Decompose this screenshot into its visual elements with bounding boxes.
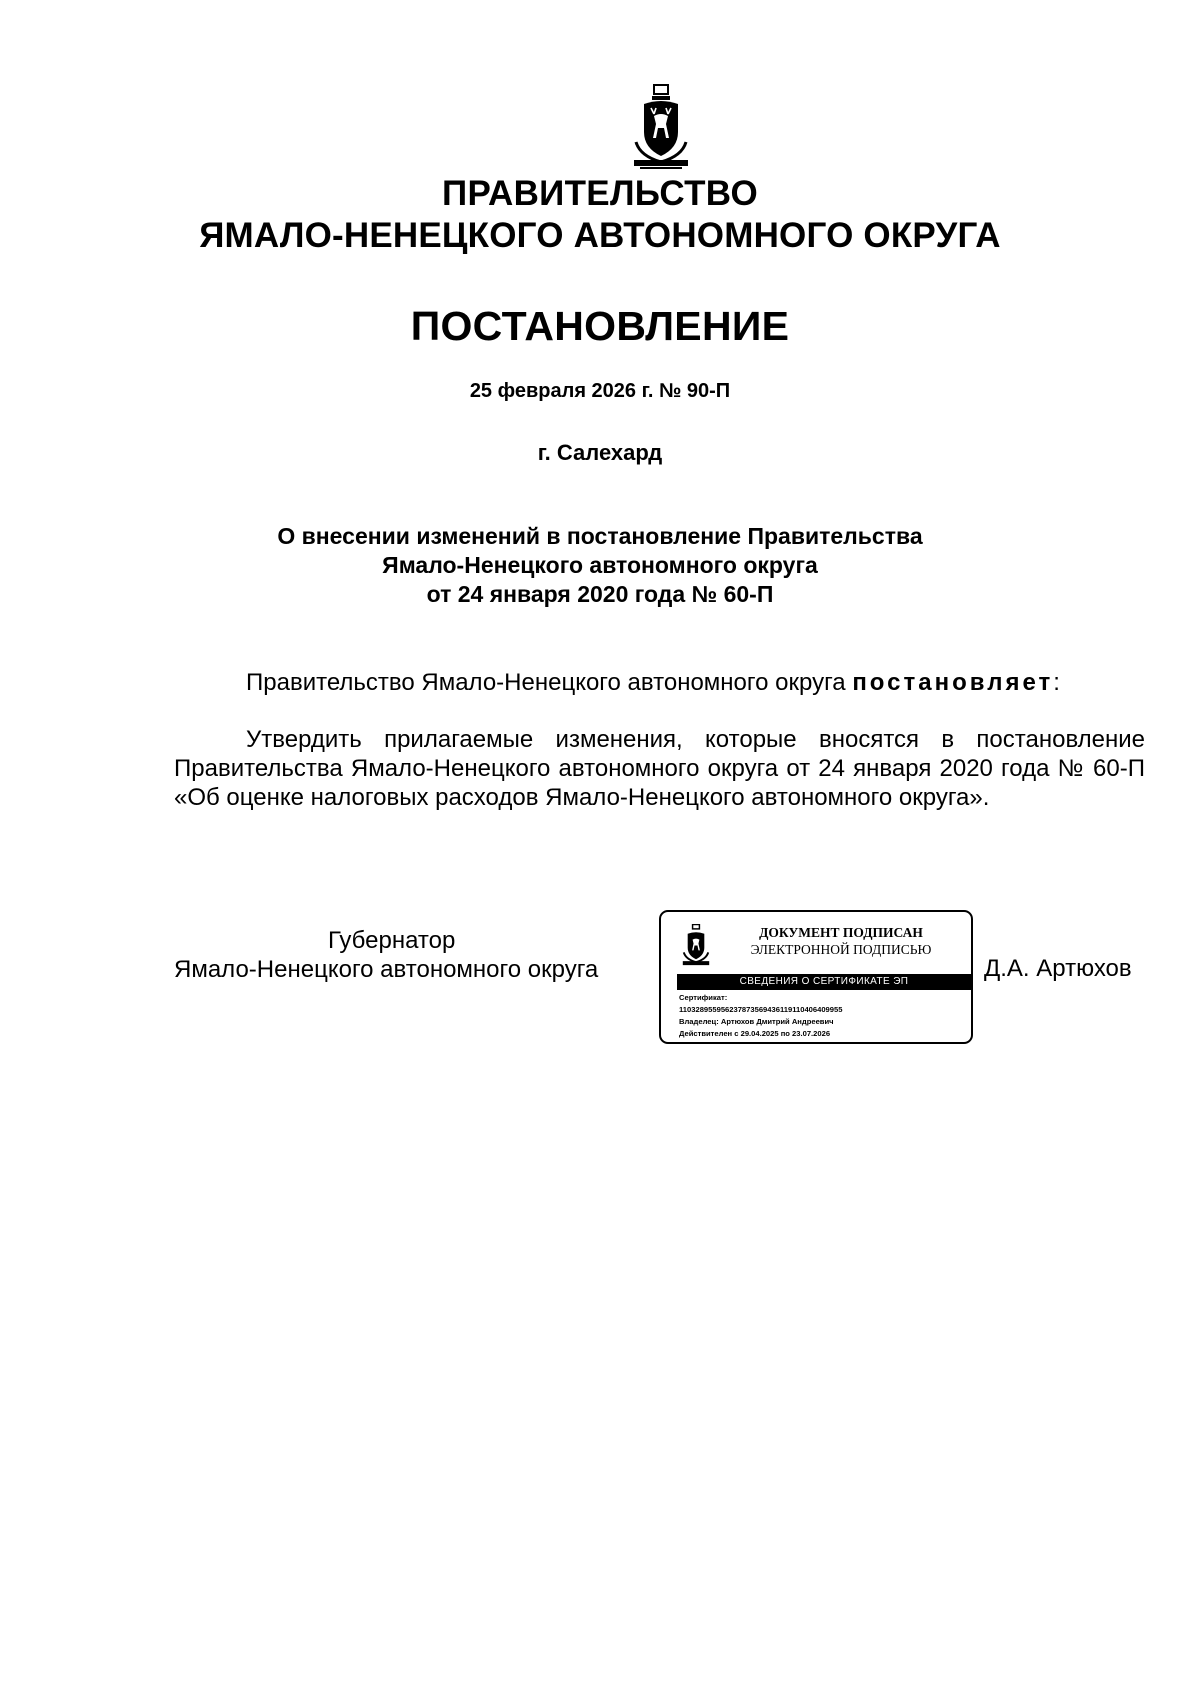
stamp-owner: Владелец: Артюхов Дмитрий Андреевич: [679, 1017, 834, 1026]
document-title: [0, 522, 1200, 609]
signatory-position-line1: Губернатор: [328, 927, 456, 954]
coat-of-arms-icon: [632, 84, 690, 174]
document-date-number: 25 февраля 2026 г. № 90-П: [469, 380, 731, 402]
stamp-emblem-icon: [681, 924, 711, 968]
stamp-title-line1: ДОКУМЕНТ ПОДПИСАН: [759, 925, 923, 940]
title-line1: О внесении изменений в постановление Правительства: [277, 523, 923, 549]
title-line3: от 24 января 2020 года № 60-П: [426, 581, 774, 607]
stamp-title-line2: ЭЛЕКТРОННОЙ ПОДПИСЬЮ: [750, 942, 932, 957]
stamp-validity: Действителен с 29.04.2025 по 23.07.2026: [679, 1029, 831, 1038]
government-name-line1: ПРАВИТЕЛЬСТВО: [441, 174, 758, 213]
paragraph-approve: Утвердить прилагаемые изменения, которые вносятся в постановление Правительства Ямало-Ненецкого автономного округа от 24 января 2020 года № 60-П «Об оценке налоговых расходов Ямало-Ненецкого автономного округа».: [174, 726, 1145, 811]
stamp-cert-number: 110328955956237873569436119110406409955: [679, 1005, 843, 1014]
signatory-position-line2: Ямало-Ненецкого автономного округа: [174, 956, 599, 983]
resolves-keyword: постановляет: [852, 669, 1054, 696]
stamp-cert-label: Сертификат:: [679, 993, 728, 1002]
document-type: ПОСТАНОВЛЕНИЕ: [410, 303, 790, 349]
paragraph-resolves-end: :: [1053, 669, 1060, 696]
stamp-certificate-header: СВЕДЕНИЯ О СЕРТИФИКАТЕ ЭП: [677, 974, 971, 990]
stamp-certificate-info: [679, 992, 842, 1040]
government-name-line2: ЯМАЛО-НЕНЕЦКОГО АВТОНОМНОГО ОКРУГА: [199, 216, 1001, 255]
paragraph-resolves: [246, 669, 1060, 697]
stamp-title: [719, 924, 963, 958]
signatory-position: [174, 926, 644, 984]
electronic-signature-stamp: [659, 910, 973, 1044]
paragraph-resolves-text: Правительство Ямало-Ненецкого автономного округа: [246, 669, 853, 696]
title-line2: Ямало-Ненецкого автономного округа: [382, 552, 818, 578]
city: г. Салехард: [537, 440, 663, 465]
signatory-name: Д.А. Артюхов: [984, 955, 1132, 982]
